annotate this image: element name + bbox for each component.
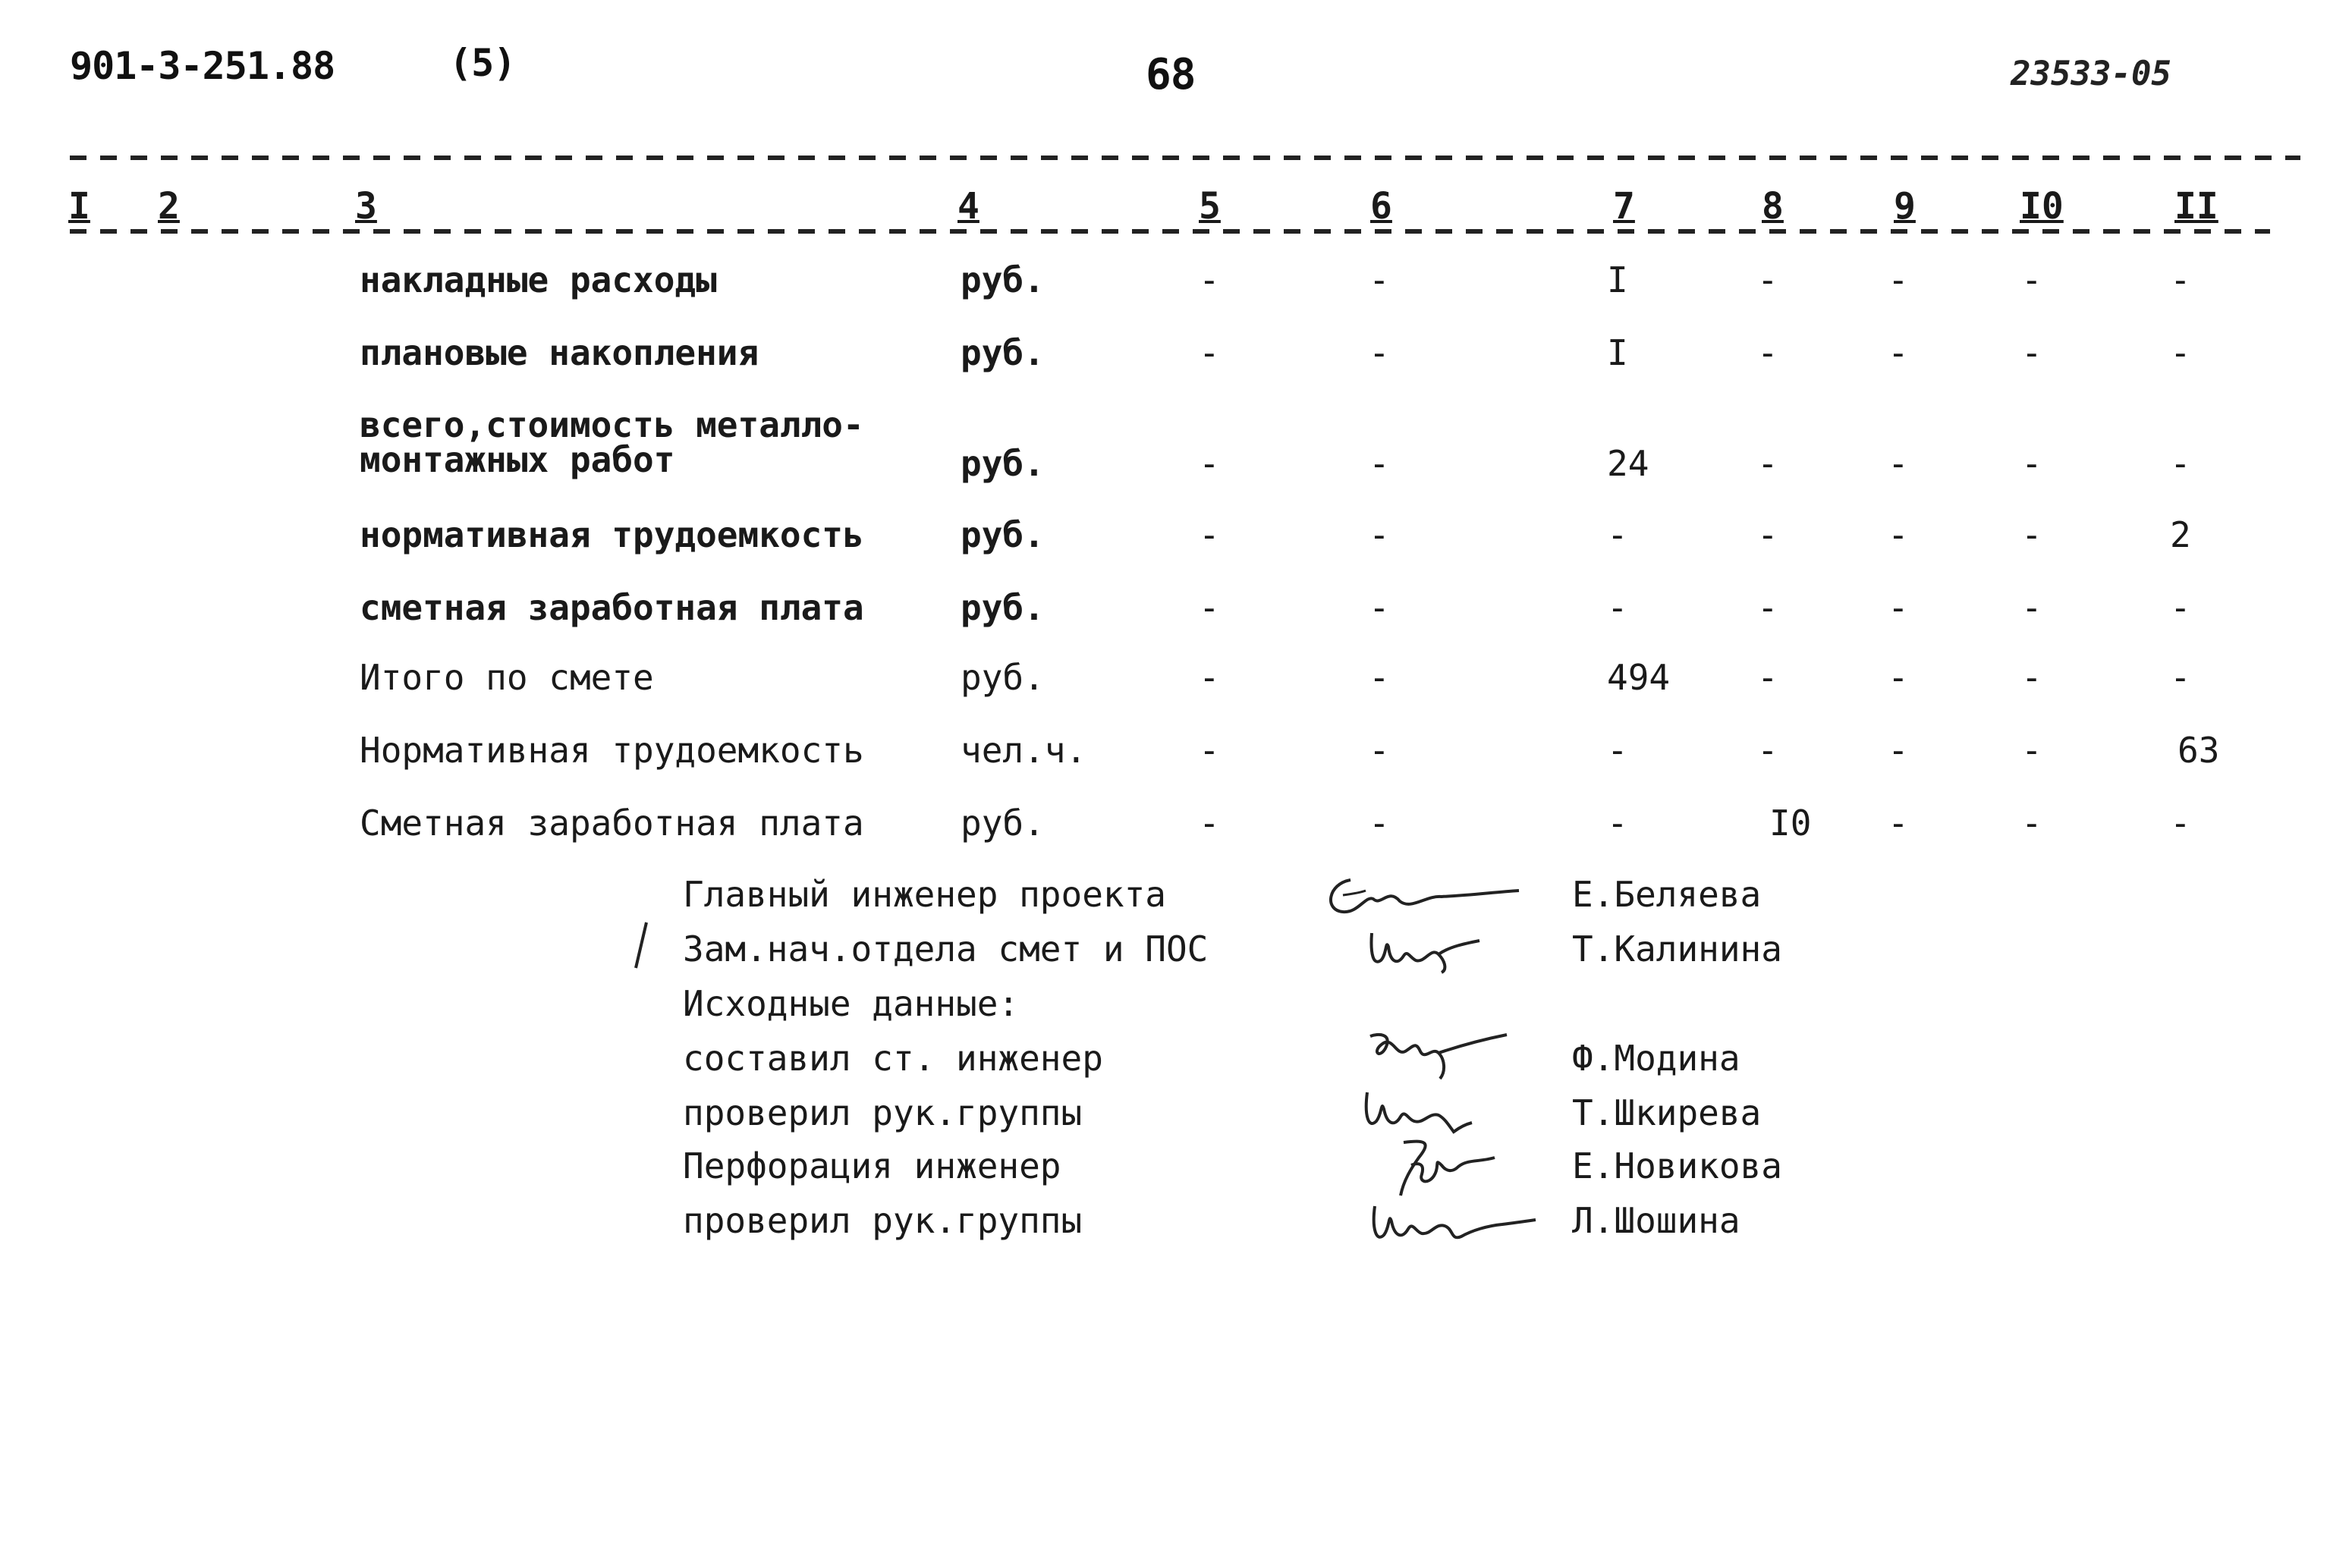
cell-col8: - bbox=[1757, 332, 1778, 373]
cell-col5: - bbox=[1199, 587, 1220, 628]
signature-scribble bbox=[1363, 1026, 1514, 1086]
cell-col8: - bbox=[1757, 730, 1778, 771]
row-unit: руб. bbox=[961, 332, 1045, 373]
margin-mark bbox=[630, 919, 652, 973]
col-header-9: 9 bbox=[1894, 185, 1916, 228]
cell-col6: - bbox=[1369, 443, 1390, 484]
row-name: Итого по смете bbox=[360, 657, 654, 698]
cell-col7: - bbox=[1607, 803, 1628, 844]
header-rule-top bbox=[70, 156, 2300, 160]
signer-name: Л.Шошина bbox=[1572, 1200, 1740, 1241]
row-name: Сметная заработная плата bbox=[360, 803, 864, 844]
cell-col11: 63 bbox=[2177, 730, 2220, 771]
cell-col10: - bbox=[2021, 443, 2042, 484]
cell-col5: - bbox=[1199, 657, 1220, 698]
header-rule-bottom bbox=[70, 229, 2270, 234]
cell-col5: - bbox=[1199, 259, 1220, 300]
signer-role: Перфорация инженер bbox=[683, 1145, 1061, 1186]
signer-name: Е.Беляева bbox=[1572, 874, 1762, 915]
col-header-8: 8 bbox=[1762, 185, 1784, 228]
cell-col10: - bbox=[2021, 587, 2042, 628]
col-header-6: 6 bbox=[1370, 185, 1392, 228]
signer-role: составил ст. инженер bbox=[683, 1038, 1103, 1079]
row-name: сметная заработная плата bbox=[360, 587, 864, 628]
signer-role: Главный инженер проекта bbox=[683, 874, 1166, 915]
cell-col8: - bbox=[1757, 259, 1778, 300]
cell-col7: I bbox=[1607, 332, 1628, 373]
col-header-2: 2 bbox=[158, 185, 180, 228]
page-number: 68 bbox=[1146, 50, 1196, 99]
signer-name: Е.Новикова bbox=[1572, 1145, 1782, 1186]
col-header-5: 5 bbox=[1199, 185, 1221, 228]
row-unit: руб. bbox=[961, 259, 1045, 300]
col-header-11: II bbox=[2174, 185, 2218, 228]
cell-col8: - bbox=[1757, 657, 1778, 698]
col-header-10: I0 bbox=[2020, 185, 2064, 228]
cell-col10: - bbox=[2021, 332, 2042, 373]
cell-col11: - bbox=[2170, 657, 2191, 698]
row-unit: руб. bbox=[961, 514, 1045, 555]
cell-col6: - bbox=[1369, 259, 1390, 300]
cell-col11: - bbox=[2170, 803, 2191, 844]
col-header-1: I bbox=[68, 185, 90, 228]
cell-col8: - bbox=[1757, 587, 1778, 628]
row-name: плановые накопления bbox=[360, 332, 759, 373]
signature-scribble bbox=[1388, 1135, 1502, 1203]
document-number: 901-3-251.88 bbox=[70, 44, 335, 88]
cell-col11: - bbox=[2170, 443, 2191, 484]
cell-col7: 494 bbox=[1607, 657, 1671, 698]
row-name-line1: всего,стоимость металло- bbox=[360, 404, 864, 445]
cell-col9: - bbox=[1888, 657, 1909, 698]
cell-col7: - bbox=[1607, 514, 1628, 555]
signer-name: Т.Шкирева bbox=[1572, 1092, 1762, 1133]
cell-col10: - bbox=[2021, 657, 2042, 698]
cell-col6: - bbox=[1369, 803, 1390, 844]
cell-col7: I bbox=[1607, 259, 1628, 300]
cell-col5: - bbox=[1199, 803, 1220, 844]
section-label: Исходные данные: bbox=[683, 983, 1020, 1024]
row-name: накладные расходы bbox=[360, 259, 717, 300]
col-header-4: 4 bbox=[957, 185, 979, 228]
signer-role: проверил рук.группы bbox=[683, 1092, 1083, 1133]
signature-scribble bbox=[1360, 1086, 1481, 1139]
cell-col10: - bbox=[2021, 803, 2042, 844]
col-header-7: 7 bbox=[1613, 185, 1635, 228]
row-name: нормативная трудоемкость bbox=[360, 514, 864, 555]
document-code: 23533-05 bbox=[2011, 55, 2171, 93]
cell-col9: - bbox=[1888, 259, 1909, 300]
cell-col6: - bbox=[1369, 657, 1390, 698]
signer-role: Зам.нач.отдела смет и ПОС bbox=[683, 929, 1209, 969]
cell-col9: - bbox=[1888, 332, 1909, 373]
cell-col9: - bbox=[1888, 730, 1909, 771]
cell-col11: - bbox=[2170, 259, 2191, 300]
cell-col6: - bbox=[1369, 514, 1390, 555]
cell-col7: - bbox=[1607, 587, 1628, 628]
cell-col6: - bbox=[1369, 730, 1390, 771]
cell-col6: - bbox=[1369, 587, 1390, 628]
signature-scribble bbox=[1366, 1196, 1540, 1256]
row-name: Нормативная трудоемкость bbox=[360, 730, 864, 771]
cell-col11: - bbox=[2170, 332, 2191, 373]
cell-col11: 2 bbox=[2170, 514, 2191, 555]
cell-col9: - bbox=[1888, 443, 1909, 484]
cell-col8: - bbox=[1757, 443, 1778, 484]
row-unit: руб. bbox=[961, 803, 1045, 844]
signer-name: Т.Калинина bbox=[1572, 929, 1782, 969]
cell-col10: - bbox=[2021, 514, 2042, 555]
cell-col8: I0 bbox=[1769, 803, 1812, 844]
row-unit: руб. bbox=[961, 657, 1045, 698]
cell-col10: - bbox=[2021, 259, 2042, 300]
issue-number: (5) bbox=[449, 41, 516, 85]
row-unit: чел.ч. bbox=[961, 730, 1087, 771]
cell-col7: - bbox=[1607, 730, 1628, 771]
signer-role: проверил рук.группы bbox=[683, 1200, 1083, 1241]
signature-scribble bbox=[1366, 924, 1487, 977]
cell-col9: - bbox=[1888, 587, 1909, 628]
cell-col6: - bbox=[1369, 332, 1390, 373]
cell-col9: - bbox=[1888, 803, 1909, 844]
cell-col11: - bbox=[2170, 587, 2191, 628]
cell-col5: - bbox=[1199, 443, 1220, 484]
row-name-line2: монтажных работ bbox=[360, 439, 675, 480]
row-unit: руб. bbox=[961, 443, 1045, 484]
cell-col10: - bbox=[2021, 730, 2042, 771]
col-header-3: 3 bbox=[355, 185, 377, 228]
cell-col9: - bbox=[1888, 514, 1909, 555]
cell-col8: - bbox=[1757, 514, 1778, 555]
cell-col5: - bbox=[1199, 730, 1220, 771]
cell-col5: - bbox=[1199, 514, 1220, 555]
signer-name: Ф.Модина bbox=[1572, 1038, 1740, 1079]
cell-col5: - bbox=[1199, 332, 1220, 373]
row-unit: руб. bbox=[961, 587, 1045, 628]
signature-scribble bbox=[1320, 865, 1525, 925]
cell-col7: 24 bbox=[1607, 443, 1649, 484]
